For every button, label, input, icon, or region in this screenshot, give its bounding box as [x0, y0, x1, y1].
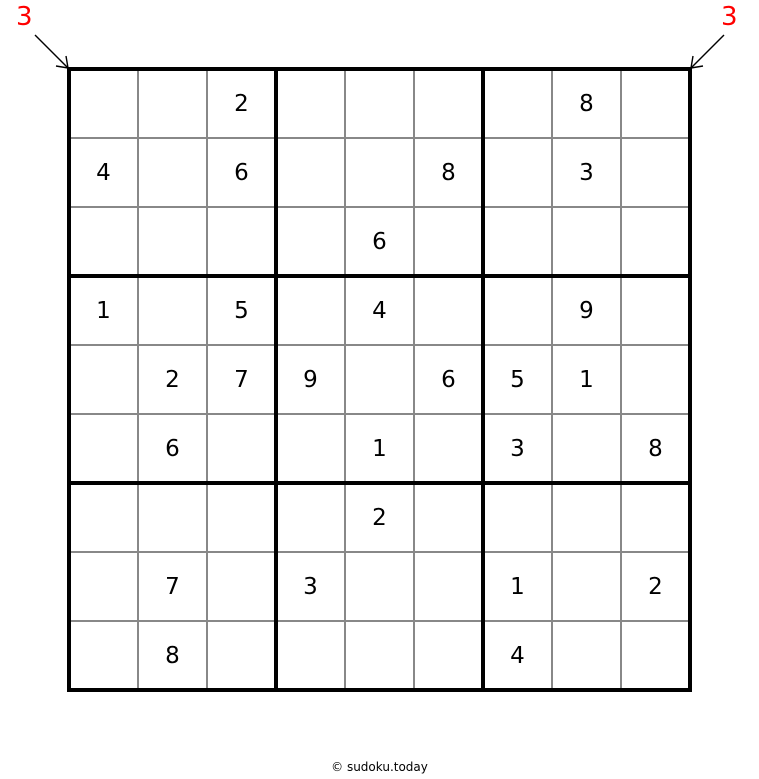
sudoku-cell-r1c3[interactable]: 2 — [234, 90, 249, 117]
sudoku-gridlines — [69, 69, 690, 690]
sudoku-cell-r2c1[interactable]: 4 — [96, 159, 111, 186]
arrow-top-right-icon — [691, 35, 724, 68]
sudoku-cell-r5c8[interactable]: 1 — [579, 366, 594, 393]
sudoku-cell-r6c5[interactable]: 1 — [372, 435, 387, 462]
sudoku-cell-r2c6[interactable]: 8 — [441, 159, 456, 186]
sudoku-cell-r9c7[interactable]: 4 — [510, 642, 525, 669]
sudoku-cell-r7c5[interactable]: 2 — [372, 504, 387, 531]
diagonal-clue-top-left: 3 — [16, 2, 33, 32]
sudoku-cell-r5c7[interactable]: 5 — [510, 366, 525, 393]
sudoku-cell-r6c9[interactable]: 8 — [648, 435, 663, 462]
arrow-top-left-icon — [35, 35, 68, 68]
sudoku-cell-r2c8[interactable]: 3 — [579, 159, 594, 186]
sudoku-cell-r8c4[interactable]: 3 — [303, 573, 318, 600]
sudoku-cell-r6c2[interactable]: 6 — [165, 435, 180, 462]
sudoku-cell-r9c2[interactable]: 8 — [165, 642, 180, 669]
sudoku-cell-r5c2[interactable]: 2 — [165, 366, 180, 393]
diagonal-clue-top-right: 3 — [721, 2, 738, 32]
sudoku-cell-r1c8[interactable]: 8 — [579, 90, 594, 117]
sudoku-cell-r6c7[interactable]: 3 — [510, 435, 525, 462]
footer-credit: © sudoku.today — [331, 760, 428, 774]
sudoku-cell-r8c9[interactable]: 2 — [648, 573, 663, 600]
sudoku-cell-r3c5[interactable]: 6 — [372, 228, 387, 255]
sudoku-cell-r8c7[interactable]: 1 — [510, 573, 525, 600]
sudoku-cell-r4c1[interactable]: 1 — [96, 297, 111, 324]
sudoku-cell-r5c6[interactable]: 6 — [441, 366, 456, 393]
sudoku-cell-r5c4[interactable]: 9 — [303, 366, 318, 393]
sudoku-cell-r5c3[interactable]: 7 — [234, 366, 249, 393]
sudoku-cell-r4c5[interactable]: 4 — [372, 297, 387, 324]
sudoku-cell-r4c8[interactable]: 9 — [579, 297, 594, 324]
sudoku-cell-r2c3[interactable]: 6 — [234, 159, 249, 186]
sudoku-cell-r4c3[interactable]: 5 — [234, 297, 249, 324]
sudoku-cell-r8c2[interactable]: 7 — [165, 573, 180, 600]
